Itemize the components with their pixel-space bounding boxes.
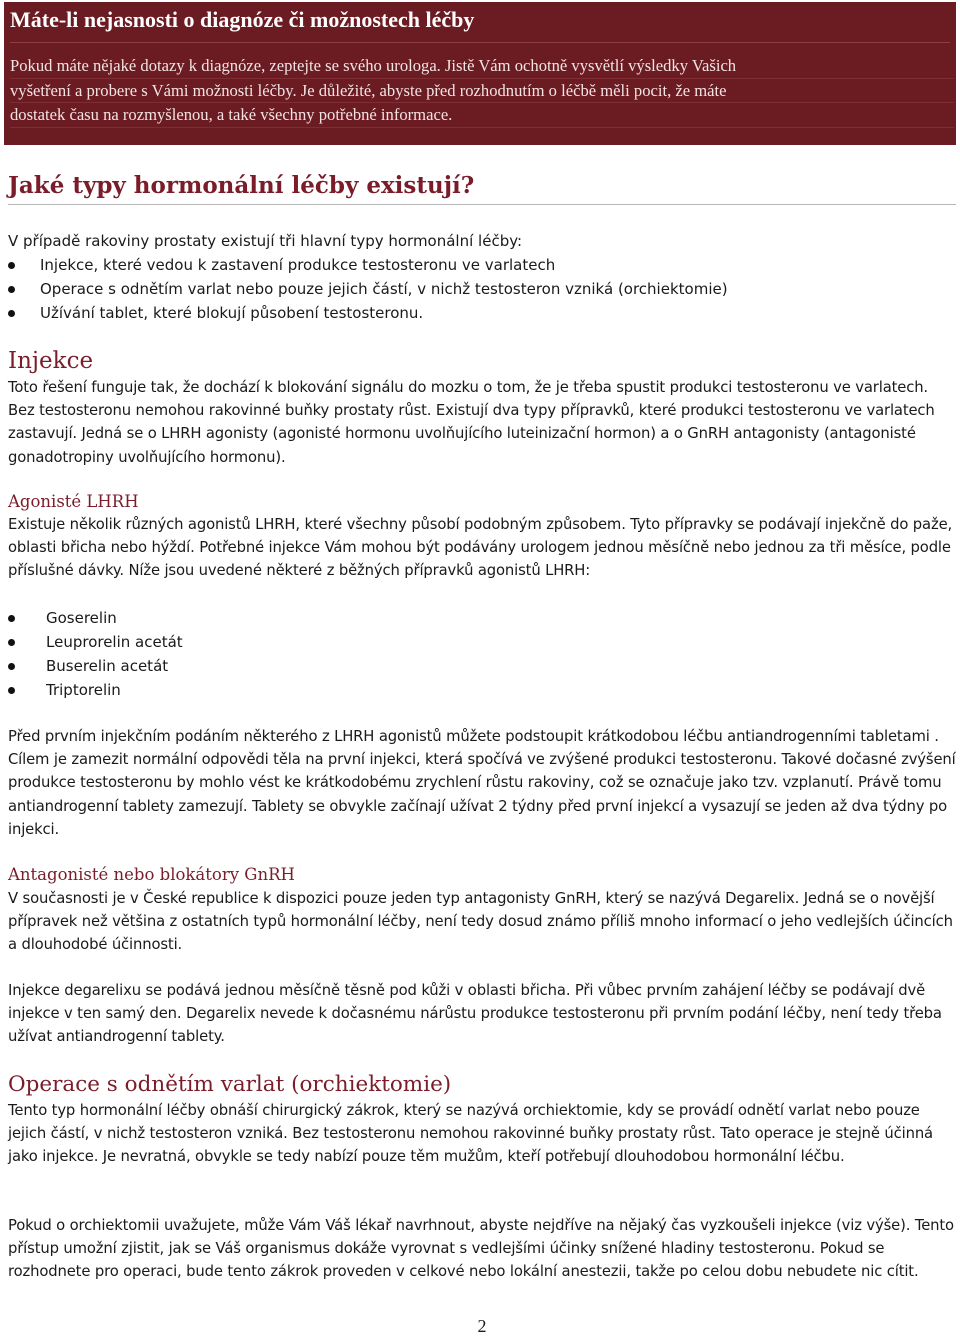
list-item-text: Užívání tablet, které blokují působení testosteronu. [40,304,424,322]
bullet-icon [8,286,15,293]
list-item [0,277,950,301]
bullet-icon [8,615,15,622]
agonists-list [0,606,950,702]
banner-title: Máte-li nejasnosti o diagnóze či možnostech léčby [10,6,950,43]
banner-text [10,54,954,128]
list-item [0,654,950,678]
operation-text-2: Pokud o orchiektomii uvažujete, může Vám Váš lékař navrhnout, abyste nejdříve na nějaký čas vyzkoušeli injekce (viz výše). Tento přístup umožní zjistit, jak se Váš organismus dokáže vyrovnat s vedlejšími účinky snížené hladiny testosteronu. Pokud se rozhodnete pro operaci, bude tento zákrok proveden v celkové nebo lokální anestezii, takže po celou dobu nebudete nic cítit. [8,1217,954,1281]
operation-text: Tento typ hormonální léčby obnáší chirurgický zákrok, který se nazývá orchiektomie, kdy se provádí odnětí varlat nebo pouze jejich částí, v nichž testosteron vzniká. Bez testosteronu nemohou rakovinné buňky prostaty růst. Tato operace je stejně účinná jako injekce. Je nevratná, obvykle se tedy nabízí pouze těm mužům, kteří potřebují dlouhodobou hormonální léčbu. [8,1102,933,1166]
antagonists-text: V současnosti je v České republice k dispozici pouze jeden typ antagonisty GnRH, který se nazývá Degarelix. Jedná se o novější přípravek než většina z ostatních typů hormonální léčby, není tedy dosud známo příliš mnoho informací o jeho vedlejších účincích a dlouhodobé účinnosti. [8,890,953,954]
info-banner [4,2,956,145]
banner-line: Pokud máte nějaké dotazy k diagnóze, zeptejte se svého urologa. Jistě Vám ochotně vysvětlí výsledky Vašich [10,54,954,79]
antagonists-text-2: Injekce degarelixu se podává jednou měsíčně těsně pod kůži v oblasti břicha. Při vůbec prvním zahájení léčby se podávají dvě injekce v ten samý den. Degarelix nevede k dočasnému nárůstu produkce testosteronu při prvním podání léčby, není tedy třeba užívat antiandrogenní tablety. [8,982,942,1046]
agonists-text: Existuje několik různých agonistů LHRH, které všechny působí podobným způsobem. Tyto přípravky se podávají injekčně do paže, oblasti břicha nebo hýždí. Potřebné injekce Vám mohou být podávány urologem jednou měsíčně nebo jednou za tři měsíce, podle příslušné dávky. Níže jsou uvedené některé z běžných přípravků agonistů LHRH: [8,516,953,580]
list-item-text: Leuprorelin acetát [46,633,183,651]
list-item-text: Injekce, které vedou k zastavení produkce testosteronu ve varlatech [40,256,556,274]
list-item [0,253,950,277]
list-item [0,606,950,630]
banner-line: dostatek času na rozmyšlenou, a také všechny potřebné informace. [10,103,954,128]
bullet-icon [8,310,15,317]
list-item-text: Triptorelin [46,681,121,699]
injekce-heading: Injekce [8,348,94,374]
list-item [0,301,950,325]
page-number: 2 [477,1316,487,1336]
bullet-icon [8,639,15,646]
bullet-icon [8,663,15,670]
list-item [0,630,950,654]
list-item [0,678,950,702]
operation-heading: Operace s odnětím varlat (orchiektomie) [8,1072,452,1097]
injekce-text: Toto řešení funguje tak, že dochází k blokování signálu do mozku o tom, že je třeba spustit produkci testosteronu ve varlatech. Bez testosteronu nemohou rakovinné buňky prostaty růst. Existují dva typy přípravků, které produkci testosteronu ve varlatech zastavují. Jedná se o LHRH agonisty (agonisté hormonu uvolňujícího luteinizační hormon) a o GnRH antagonisty (antagonisté gonadotropiny uvolňujícího hormonu). [8,379,935,466]
agonists-heading: Agonisté LHRH [8,492,139,511]
bullet-icon [8,262,15,269]
antagonists-heading: Antagonisté nebo blokátory GnRH [8,865,295,884]
list-item-text: Buserelin acetát [46,657,169,675]
types-intro: V případě rakoviny prostaty existují tři hlavní typy hormonální léčby: [8,232,523,250]
types-heading: Jaké typy hormonální léčby existují? [8,170,956,205]
types-list [0,253,950,325]
list-item-text: Goserelin [46,609,117,627]
agonists-text-2: Před prvním injekčním podáním některého z LHRH agonistů můžete podstoupit krátkodobou léčbu antiandrogenními tabletami . Cílem je zamezit normální odpovědi těla na první injekci, která spočívá ve zvýšené produkci testosteronu. Takové dočasné zvýšení produkce testosteronu by mohlo vést ke krátkodobému zrychlení růstu rakoviny, což se označuje jako tzv. vzplanutí. Právě tomu antiandrogenní tablety zamezují. Tablety se obvykle začínají užívat 2 týdny před první injekcí a vysazují se jeden až dva týdny po injekci. [8,728,956,838]
list-item-text: Operace s odnětím varlat nebo pouze jejich částí, v nichž testosteron vzniká (orchiektomie) [40,280,728,298]
banner-line: vyšetření a probere s Vámi možnosti léčby. Je důležité, abyste před rozhodnutím o léčbě měli pocit, že máte [10,79,954,104]
bullet-icon [8,687,15,694]
